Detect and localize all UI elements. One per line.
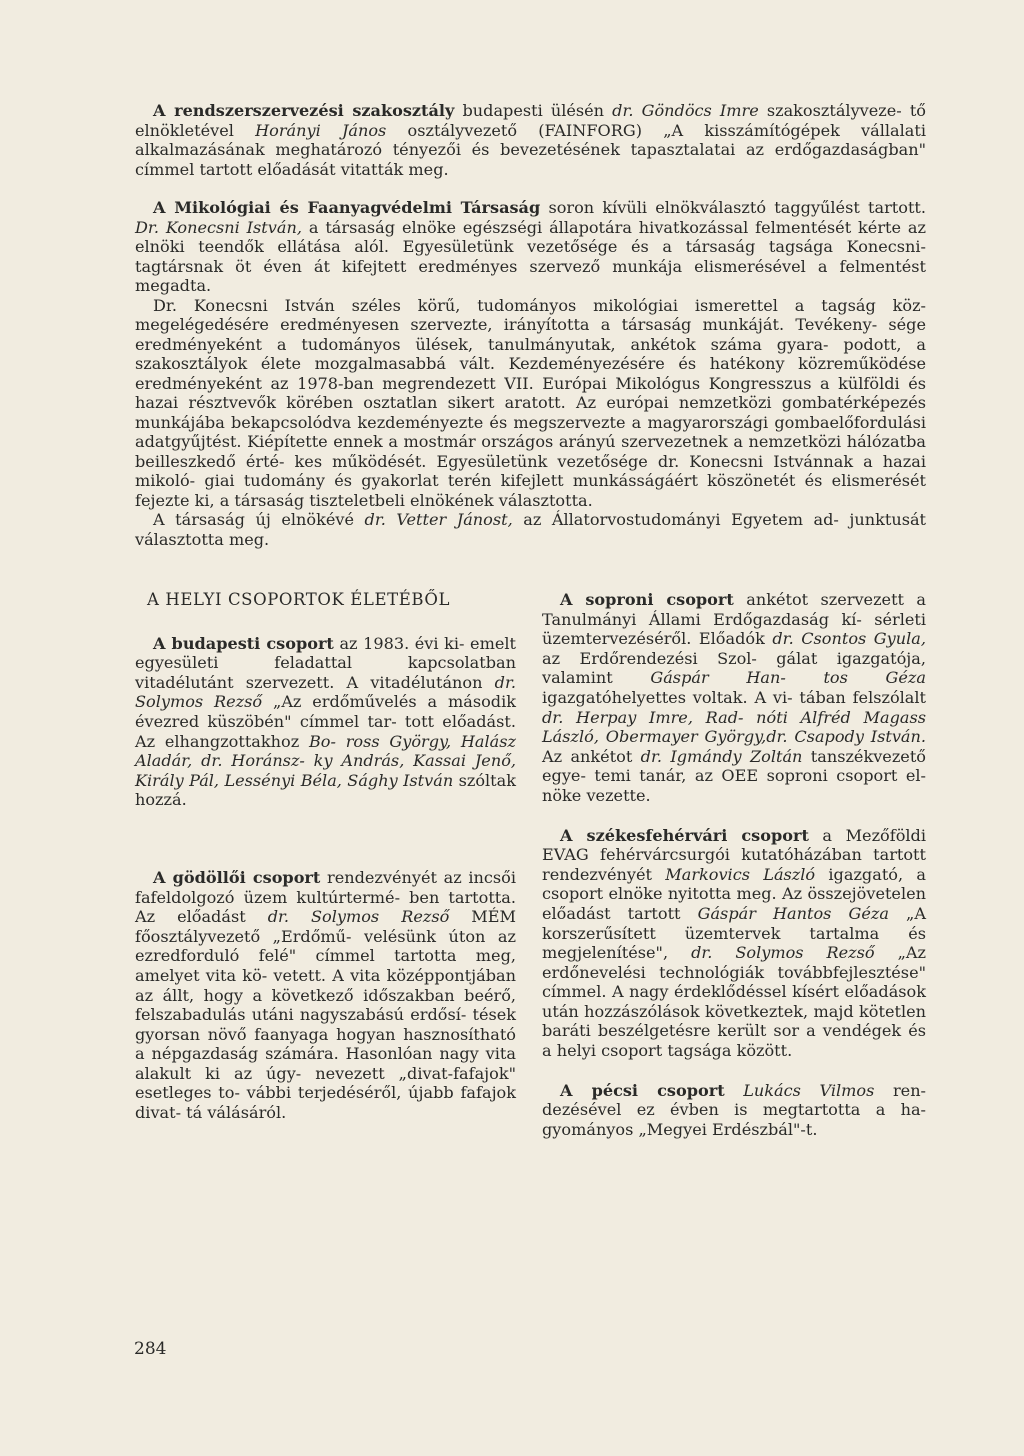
paragraph-budapesti [135, 634, 516, 810]
top-section [135, 101, 926, 549]
text: A társaság új elnökévé [153, 510, 365, 529]
person-name: dr. Herpay Imre, Rad- nóti Alfréd Magass László, Obermayer György,dr. Csapody István. [542, 707, 926, 747]
text: ankétot szervezett a Tanulmányi Állami Erdőgazdaság kí- sérleti üzemtervezéséről. Előadók [542, 590, 927, 649]
paragraph-szekesfehervari [542, 826, 926, 1061]
section-title: A pécsi csoport [560, 1080, 725, 1100]
section-heading: A HELYI CSOPORTOK ÉLETÉBŐL [147, 590, 451, 609]
text: „A korszerűsített üzemtervek tartalma és megjelenítése", [542, 903, 926, 963]
paragraph-mikologiai [135, 198, 926, 296]
person-name: Gáspár Hantos Géza [697, 903, 889, 923]
text: Az ankétot [542, 746, 641, 766]
text: az Erdőrendezési Szol- gálat igazgatója, valamint [542, 648, 926, 688]
person-name: dr. Csontos Gyula, [772, 629, 926, 649]
person-name: Lukács Vilmos [743, 1080, 875, 1100]
paragraph-konecsni: Dr. Konecsni István széles körű, tudományos mikológiai ismerettel a tagság köz- megelégedésére eredményesen szervezte, irányította a társaság munkáját. Tevékeny- sége eredményeként a tudományos ülések, tanulmányutak, ankétok száma gyara- podott, a szakosztályok élete mozgalmasabbá vált. Kezdeményezésére és hatékony közreműködése eredményeként az 1978-ban megrendezett VII. Európai Mikológus Kongresszus a külföldi és hazai résztvevők körében osztatlan sikert aratott. Az európai nemzetközi gombatérképezés munkájába bekapcsolódva kezdeményezte és megszervezte a magyarországi gombaelőfordulási adatgyűjtést. Kiépítette ennek a mostmár országos arányú szervezetnek a nemzetközi hálózatba beilleszkedő érté- kes működését. Egyesületünk vezetősége dr. Konecsni Istvánnak a hazai mikoló- giai tudomány és gyakorlat terén kifejlett munkásságáért köszönetét és elismerését fejezte ki, a társaság tiszteletbeli elnökének választotta. [135, 295, 926, 510]
person-name: Horányi János [255, 120, 387, 140]
paragraph-pecsi [542, 1081, 926, 1140]
paragraph-rendszerszervezesi [135, 101, 926, 179]
person-name: Gáspár Han- tos Géza [650, 668, 926, 688]
person-name: dr. Göndöcs Imre [612, 101, 759, 120]
paragraph-soproni [542, 590, 926, 806]
person-name: dr. Solymos Rezső [267, 907, 450, 927]
text: ren- dezésével ez évben is megtartotta a ha- gyományos „Megyei Erdészbál"-t. [542, 1080, 926, 1139]
paragraph-new-president [135, 510, 926, 549]
text: „Az erdőművelés a második évezred küszöbén" címmel tar- tott előadást. Az elhangzottakhoz [135, 692, 516, 751]
text: szakosztályveze- tő elnökletével [135, 101, 926, 140]
text: tanszékvezető egye- temi tanár, az OEE soproni csoport el- nöke vezette. [542, 746, 926, 805]
text: „Az erdőnevelési technológiák továbbfejlesztése" címmel. A nagy érdeklődéssel kísért előadások után hozzászólások következtek, majd kötetlen baráti beszélgetésre került sor a vendégek és a helyi csoport tagsága között. [542, 943, 927, 1061]
right-column [542, 590, 926, 1139]
text [725, 1081, 744, 1100]
section-title: A Mikológiai és Faanyagvédelmi Társaság [153, 198, 541, 217]
person-name: dr. Igmándy Zoltán [640, 746, 803, 766]
text: az 1983. évi ki- emelt egyesületi feladattal kapcsolatban vitadélutánt szervezett. A vitadélutánon [135, 633, 516, 692]
person-name: dr. Solymos Rezső [135, 672, 516, 712]
text: a Mezőföldi EVAG fehérvárcsurgói kutatóházában tartott rendezvényét [542, 825, 926, 884]
text: a társaság elnöke egészségi állapotára hivatkozással felmentését kérte az elnöki teendők ellátása alól. Egyesületünk vezetősége és a társaság tagsága Konecsni-tagtársnak öt éven át kifejtett eredményes szervező munkája elismerésével a felmentést megadta. [135, 217, 926, 295]
section-title: A gödöllői csoport [153, 867, 321, 887]
person-name: dr. Vetter Jánost, [364, 510, 513, 529]
section-title: A budapesti csoport [153, 633, 334, 653]
text: budapesti ülésén [454, 101, 613, 120]
text: az Állatorvostudományi Egyetem ad- junktusát választotta meg. [135, 510, 927, 549]
paragraph-godolloi [135, 868, 516, 1123]
section-title: A soproni csoport [560, 590, 734, 609]
text: osztályvezető (FAINFORG) „A kisszámítógépek vállalati alkalmazásának meghatározó tényezői és bevezetésének tapasztalatai az erdőgazdaságban" címmel tartott előadását vitatták meg. [135, 120, 926, 179]
left-column [135, 590, 516, 1123]
text: soron kívüli elnökválasztó taggyűlést tartott. [540, 198, 926, 217]
person-name: Dr. Konecsni István, [135, 217, 302, 237]
text: igazgató, a csoport elnöke nyitotta meg. Az összejövetelen előadást tartott [542, 864, 926, 923]
person-name: Bo- ross György, Halász Aladár, dr. Horánsz- ky András, Kassai Jenő, Király Pál, Lessényi Béla, Sághy István [135, 731, 516, 790]
section-title: A rendszerszervezési szakosztály [153, 101, 455, 120]
section-title: A székesfehérvári csoport [560, 825, 809, 845]
text: igazgatóhelyettes voltak. A vi- tában felszólalt [542, 687, 926, 707]
text: szóltak hozzá. [135, 770, 516, 810]
person-name: Markovics László [665, 864, 816, 884]
person-name: dr. Solymos Rezső [691, 943, 875, 963]
page-number: 284 [134, 1339, 167, 1359]
text: rendezvényét az incsői fafeldolgozó üzem kultúrtermé- ben tartotta. Az előadást [135, 867, 516, 927]
text: MÉM főosztályvezető „Erdőmű- velésünk úton az ezredforduló felé" címmel tartotta meg, amelyet vita kö- vetett. A vita középpontjában az állt, hogy a következő időszakban beérő, felszabadulás utáni nagyszabású erdősí- tések gyorsan növő faanyaga hogyan hasznosítható a népgazdaság számára. Hasonlóan nagy vita alakult ki az úgy- nevezett „divat-fafajok" esetleges to- vábbi terjedéséről, újabb fafajok divat- tá válásáról. [135, 907, 516, 1123]
